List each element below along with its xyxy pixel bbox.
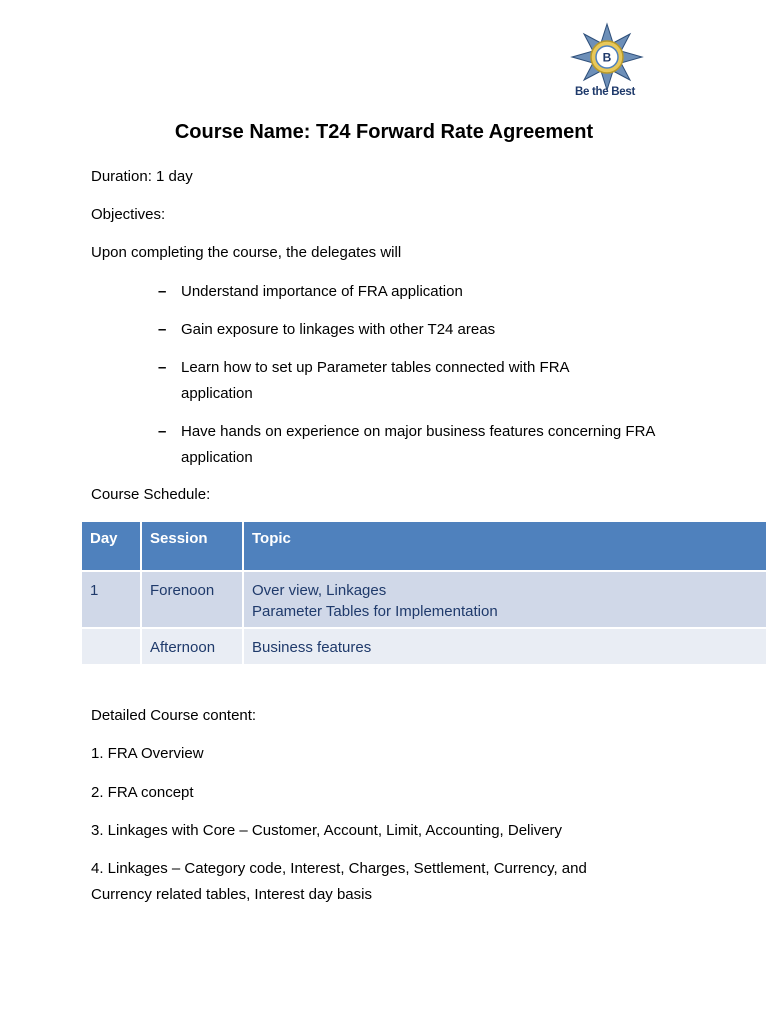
day-cell: 1 (82, 571, 141, 628)
table-header-row (82, 522, 767, 571)
content-item: 2. FRA concept (91, 784, 194, 801)
objective-text: Gain exposure to linkages with other T24 areas (181, 321, 496, 338)
topic-cell (243, 571, 767, 628)
column-header-session: Session (141, 522, 243, 571)
session-cell: Afternoon (141, 628, 243, 665)
logo-initial: B (602, 50, 612, 65)
objective-text: Understand importance of FRA application (181, 283, 463, 300)
topic-cell (243, 628, 767, 665)
sun-logo-icon (566, 20, 648, 90)
content-item: 3. Linkages with Core – Customer, Account, Limit, Accounting, Delivery (91, 822, 563, 839)
dash-bullet-icon: – (158, 283, 167, 300)
topic-line: Parameter Tables for Implementation (252, 603, 498, 620)
objective-text: Learn how to set up Parameter tables connected with FRA application (181, 359, 569, 402)
content-item: 1. FRA Overview (91, 745, 204, 762)
content-label: Detailed Course content: (91, 707, 257, 724)
column-header-day: Day (82, 522, 141, 571)
logo-tagline: Be the Best (575, 86, 635, 98)
table-row (82, 628, 767, 665)
objectives-label: Objectives: (91, 206, 166, 223)
day-cell (82, 628, 141, 665)
schedule-label: Course Schedule: (91, 486, 211, 503)
dash-bullet-icon: – (158, 359, 167, 376)
table-row (82, 571, 767, 628)
session-cell: Forenoon (141, 571, 243, 628)
company-logo (566, 20, 648, 104)
objective-text: Have hands on experience on major business features concerning FRA application (181, 423, 655, 466)
column-header-topic: Topic (243, 522, 767, 571)
page-title: Course Name: T24 Forward Rate Agreement (174, 121, 594, 143)
duration-text: Duration: 1 day (91, 168, 193, 185)
dash-bullet-icon: – (158, 423, 167, 440)
content-item: 4. Linkages – Category code, Interest, Charges, Settlement, Currency, and Currency related tables, Interest day basis (91, 860, 587, 903)
topic-line: Over view, Linkages (252, 582, 387, 599)
schedule-table (82, 522, 768, 666)
dash-bullet-icon: – (158, 321, 167, 338)
topic-line: Business features (252, 639, 372, 656)
objectives-intro: Upon completing the course, the delegates will (91, 244, 402, 261)
